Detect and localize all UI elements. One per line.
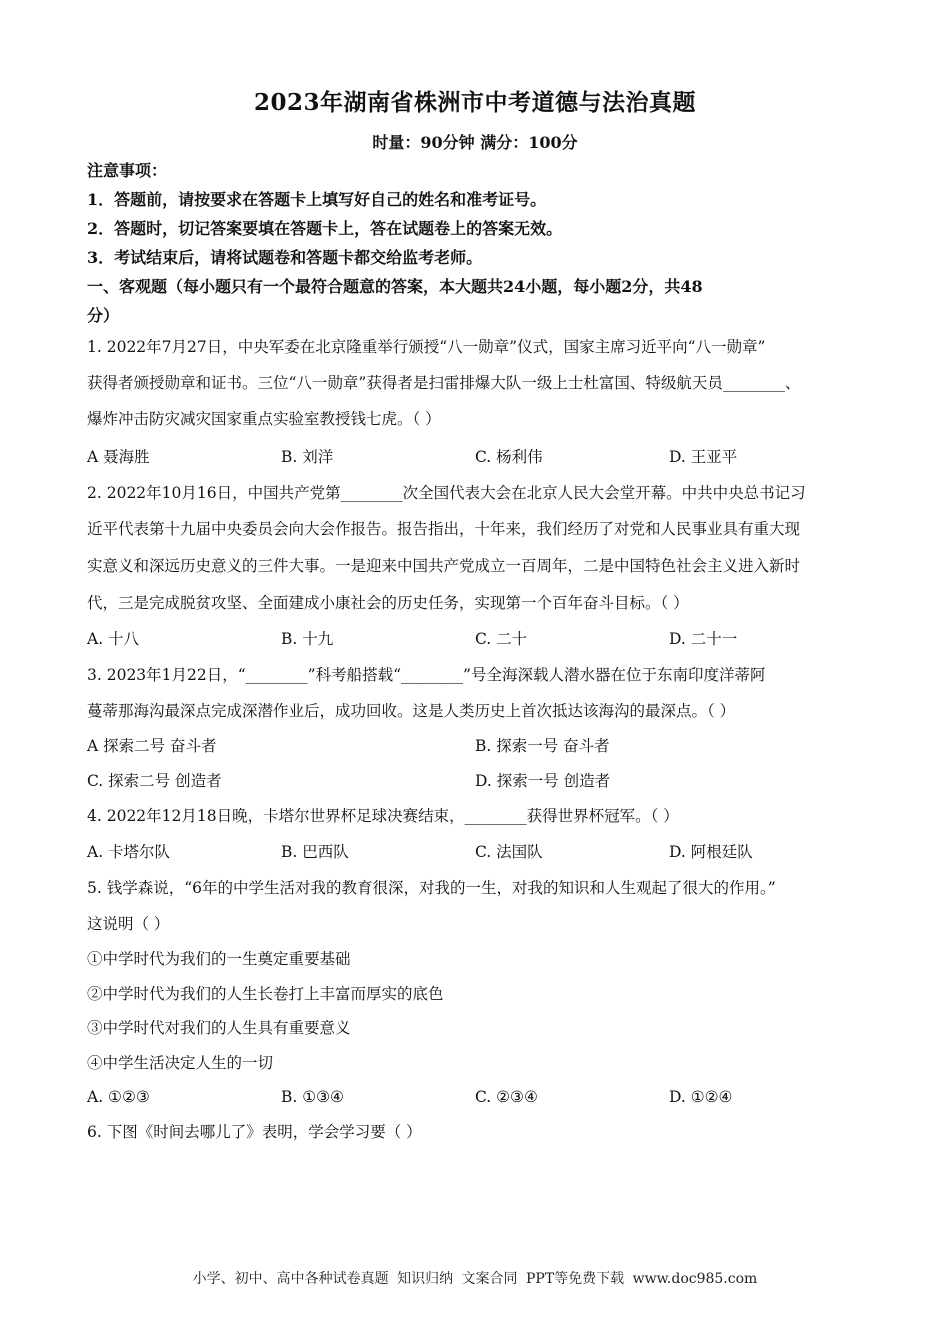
- question-1-option-a: A 聂海胜: [87, 448, 150, 466]
- question-2-option-b: B. 十九: [281, 630, 334, 648]
- note-item: 1．答题前，请按要求在答题卡上填写好自己的姓名和准考证号。: [87, 190, 547, 209]
- question-4-text: 4. 2022年12月18日晚，卡塔尔世界杯足球决赛结束，________获得世界杯冠军。（ ）: [87, 807, 679, 825]
- section-heading: 一、客观题（每小题只有一个最符合题意的答案，本大题共24小题，每小题2分，共48: [87, 277, 703, 296]
- question-5-option-d: D. ①②④: [669, 1088, 733, 1106]
- question-5-statement: ②中学时代为我们的人生长卷打上丰富而厚实的底色: [87, 985, 444, 1003]
- question-5-option-b: B. ①③④: [281, 1088, 344, 1106]
- question-4-option-a: A. 卡塔尔队: [87, 843, 171, 861]
- question-5-statement: ①中学时代为我们的一生奠定重要基础: [87, 950, 351, 968]
- question-1-option-d: D. 王亚平: [669, 448, 738, 466]
- exam-time-score: 时量：90分钟 满分：100分: [372, 133, 578, 152]
- question-4-option-d: D. 阿根廷队: [669, 843, 753, 861]
- question-3-option-a: A 探索二号 奋斗者: [87, 737, 217, 755]
- question-2-text: 2. 2022年10月16日，中国共产党第________次全国代表大会在北京人民大会堂开幕。中共中央总书记习: [87, 484, 806, 502]
- question-5-option-a: A. ①②③: [87, 1088, 150, 1106]
- section-heading-cont: 分）: [87, 306, 120, 325]
- question-5-statement: ③中学时代对我们的人生具有重要意义: [87, 1019, 351, 1037]
- question-6-text: 6. 下图《时间去哪儿了》表明，学会学习要（ ）: [87, 1123, 422, 1141]
- question-3-option-c: C. 探索二号 创造者: [87, 772, 222, 790]
- question-1-text: 爆炸冲击防灾减灾国家重点实验室教授钱七虎。（ ）: [87, 410, 441, 428]
- question-2-text: 近平代表第十九届中央委员会向大会作报告。报告指出，十年来，我们经历了对党和人民事业具有重大现: [87, 520, 801, 538]
- question-3-option-d: D. 探索一号 创造者: [475, 772, 611, 790]
- notes-heading: 注意事项：: [87, 161, 168, 180]
- question-2-option-d: D. 二十一: [669, 630, 738, 648]
- page-footer[interactable]: 小学、初中、高中各种试卷真题 知识归纳 文案合同 PPT等免费下载 www.doc985.com: [192, 1271, 758, 1287]
- question-2-text: 代，三是完成脱贫攻坚、全面建成小康社会的历史任务，实现第一个百年奋斗目标。（ ）: [87, 594, 689, 612]
- question-5-option-c: C. ②③④: [475, 1088, 538, 1106]
- note-item: 2．答题时，切记答案要填在答题卡上，答在试题卷上的答案无效。: [87, 219, 563, 238]
- question-1-option-b: B. 刘洋: [281, 448, 334, 466]
- note-item: 3．考试结束后，请将试题卷和答题卡都交给监考老师。: [87, 248, 483, 267]
- question-2-text: 实意义和深远历史意义的三件大事。一是迎来中国共产党成立一百周年，二是中国特色社会主义进入新时: [87, 557, 801, 575]
- question-1-text: 获得者颁授勋章和证书。三位“八一勋章”获得者是扫雷排爆大队一级上士杜富国、特级航天员________、: [87, 374, 801, 392]
- question-5-statement: ④中学生活决定人生的一切: [87, 1054, 274, 1072]
- question-2-option-c: C. 二十: [475, 630, 528, 648]
- question-3-text: 蔓蒂那海沟最深点完成深潜作业后，成功回收。这是人类历史上首次抵达该海沟的最深点。（ ）: [87, 702, 736, 720]
- page-title: 2023年湖南省株洲市中考道德与法治真题: [253, 89, 696, 116]
- question-2-option-a: A. 十八: [87, 630, 140, 648]
- question-3-option-b: B. 探索一号 奋斗者: [475, 737, 610, 755]
- question-1-text: 1. 2022年7月27日，中央军委在北京隆重举行颁授“八一勋章”仪式，国家主席习近平向“八一勋章”: [87, 338, 766, 356]
- question-5-text: 这说明（ ）: [87, 915, 170, 933]
- question-5-text: 5. 钱学森说，“6年的中学生活对我的教育很深，对我的一生，对我的知识和人生观起了很大的作用。”: [87, 879, 776, 897]
- question-4-option-c: C. 法国队: [475, 843, 543, 861]
- question-1-option-c: C. 杨利伟: [475, 448, 543, 466]
- question-4-option-b: B. 巴西队: [281, 843, 349, 861]
- question-3-text: 3. 2023年1月22日，“________”科考船搭载“________”号全海深载人潜水器在位于东南印度洋蒂阿: [87, 666, 766, 684]
